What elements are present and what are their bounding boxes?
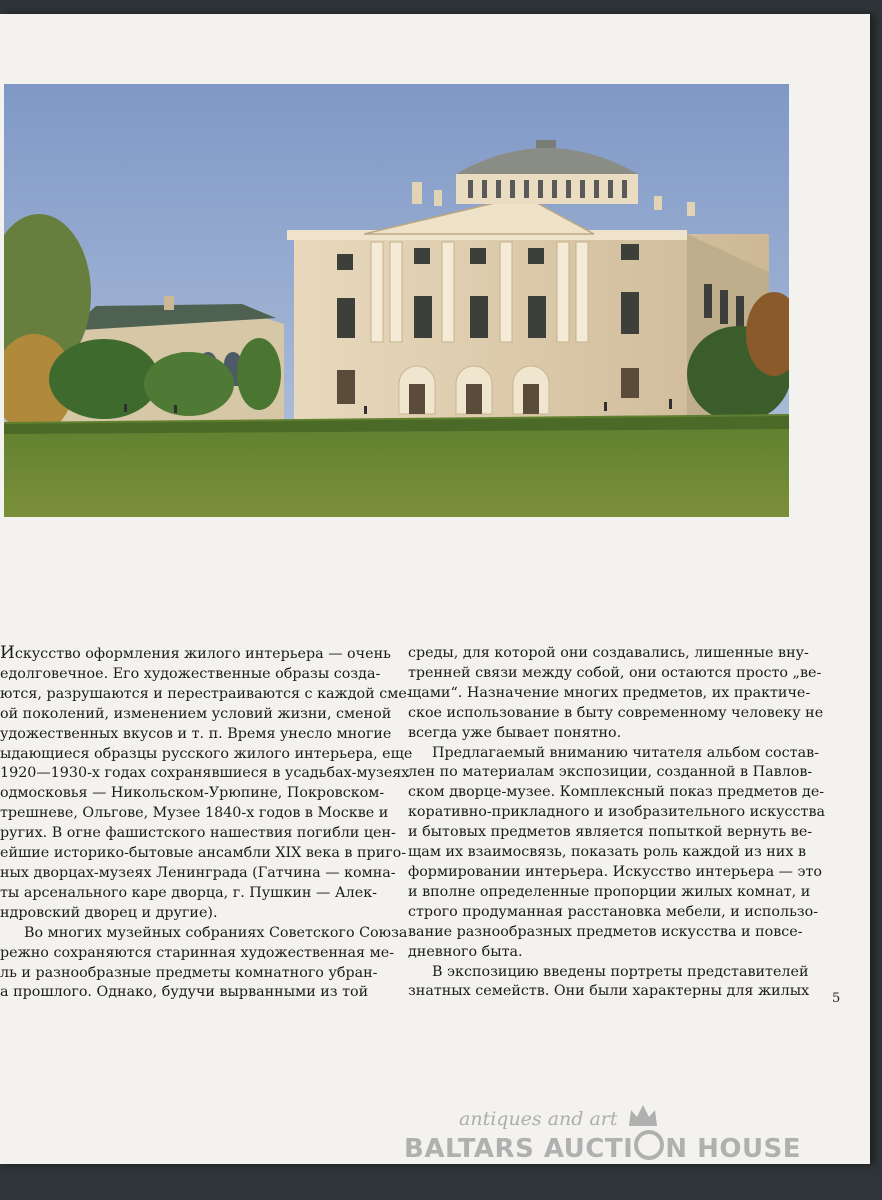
book-page xyxy=(0,14,870,1164)
text-line: ных дворцах-музеях Ленинграда (Гатчина — комна- xyxy=(0,864,396,881)
text-line: ль и разнообразные предметы комнатного убран- xyxy=(0,964,378,981)
text-line: ой поколений, изменением условий жизни, сменой xyxy=(0,705,392,722)
text-line: одмосковья — Никольском-Урюпине, Покровском- xyxy=(0,785,385,802)
watermark-brand-start: BALTARS AUCTI xyxy=(404,1134,634,1164)
palace-photo xyxy=(4,84,789,517)
text-line: тренней связи между собой, они остаются просто „ве- xyxy=(408,664,822,681)
text-line: а прошлого. Однако, будучи вырванными из той xyxy=(0,984,369,1001)
text-line-dropcap xyxy=(0,643,391,665)
text-line: формировании интерьера. Искусство интерьера — это xyxy=(408,863,823,880)
drop-cap: И xyxy=(0,643,15,663)
text-line: ты арсенального каре дворца, г. Пушкин — Алек- xyxy=(0,884,377,901)
text-line: коративно-прикладного и изобразительного искусства xyxy=(408,804,826,821)
text-line: ются, разрушаются и перестраиваются с каждой сме- xyxy=(0,685,412,702)
text-line: дневного быта. xyxy=(408,943,523,960)
text-line: и бытовых предметов является попыткой вернуть ве- xyxy=(408,824,813,841)
right-text-column xyxy=(408,644,826,1002)
text-line: ругих. В огне фашистского нашествия погибли цен- xyxy=(0,825,396,842)
text-line: ыдающиеся образцы русского жилого интерьера, еще xyxy=(0,745,413,762)
watermark-brand-end: N HOUSE xyxy=(665,1134,802,1164)
text-line: режно сохраняются старинная художественная ме- xyxy=(0,944,395,961)
text-line: ском дворце-музее. Комплексный показ предметов де- xyxy=(408,784,825,801)
text-line: удожественных вкусов и т. п. Время унесло многие xyxy=(0,725,392,742)
text-line-indented: В экспозицию введены портреты представителей xyxy=(432,963,809,980)
palace-illustration xyxy=(4,84,789,517)
text-line: вание разнообразных предметов искусства и повсе- xyxy=(408,923,803,940)
left-text-column xyxy=(0,643,413,1003)
text-line: лен по материалам экспозиции, созданной в Павлов- xyxy=(408,764,813,781)
text-line-indented: Во многих музейных собраниях Советского Союза xyxy=(24,924,408,941)
watermark-tagline: antiques and art xyxy=(459,1108,618,1130)
text-line: щами“. Назначение многих предметов, их практиче- xyxy=(408,684,811,701)
text-line: знатных семейств. Они были характерны для жилых xyxy=(408,983,810,1000)
text-line: среды, для которой они создавались, лишенные вну- xyxy=(408,645,809,661)
text-line-remainder-visible: скусство оформления жилого интерьера — очень xyxy=(14,646,391,662)
text-line: ское использование в быту современному человеку не xyxy=(408,704,824,721)
text-line: едолговечное. Его художественные образы созда- xyxy=(0,665,381,682)
text-line-indented: Предлагаемый вниманию читателя альбом состав- xyxy=(432,744,819,761)
text-line: ейшие историко-бытовые ансамбли XIX века в приго- xyxy=(0,845,407,862)
text-line: трешневе, Ольгове, Музее 1840-х годов в Москве и xyxy=(0,805,389,822)
text-line: щам их взаимосвязь, показать роль каждой из них в xyxy=(408,844,806,861)
text-line: строго продуманная расстановка мебели, и использо- xyxy=(408,903,819,920)
text-line: 1920—1930-х годах сохранявшиеся в усадьбах-музеях xyxy=(0,765,410,782)
text-line: ндровский дворец и другие). xyxy=(0,904,218,921)
page-number: 5 xyxy=(832,991,841,1006)
text-line: всегда уже бывает понятно. xyxy=(408,724,622,741)
text-line: и вполне определенные пропорции жилых комнат, и xyxy=(408,883,811,900)
